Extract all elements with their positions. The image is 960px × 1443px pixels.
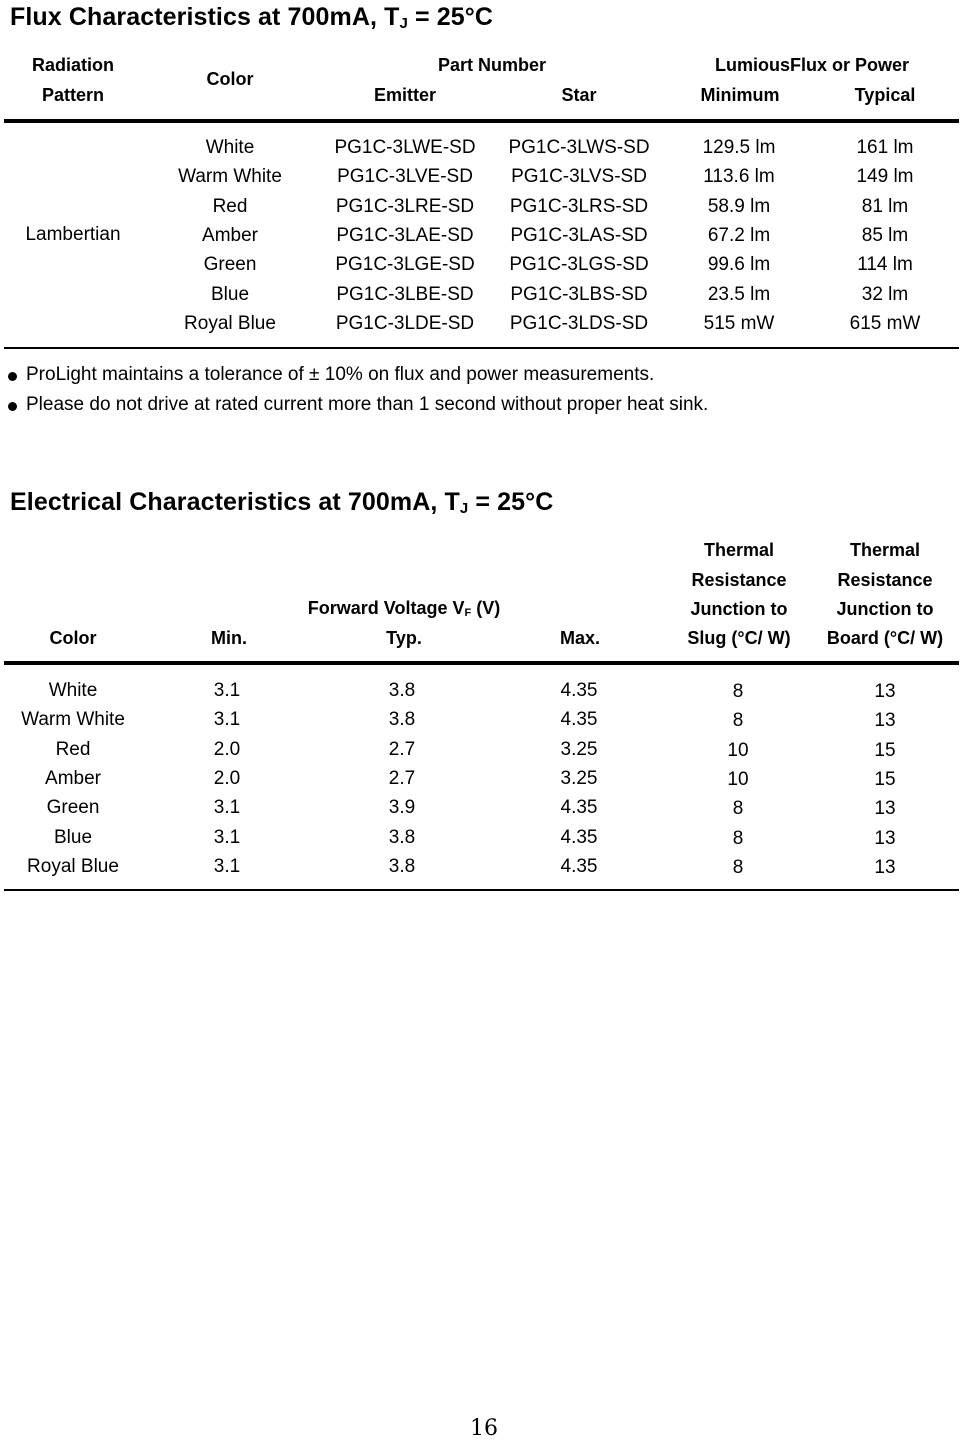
vf-typ-cell: 3.8 xyxy=(388,826,416,848)
header-flux-power: LumiousFlux or Power xyxy=(714,55,910,75)
header-slug-line4: Slug (°C/ W) xyxy=(687,628,791,648)
color-cell: Green xyxy=(46,797,100,819)
header-minimum: Minimum xyxy=(700,85,780,105)
thermal-slug-cell: 8 xyxy=(732,856,744,878)
vf-max-cell: 4.35 xyxy=(560,855,598,877)
vf-min-cell: 3.1 xyxy=(213,826,241,848)
flux-note: Please do not drive at rated current more than 1 second without proper heat sink. xyxy=(26,394,709,415)
emitter-part-cell: PG1C-3LGE-SD xyxy=(335,254,475,276)
flux-minimum-cell: 67.2 lm xyxy=(707,224,771,246)
color-cell: Red xyxy=(55,738,91,760)
header-slug-line2: Resistance xyxy=(691,570,787,590)
vf-typ-cell: 3.8 xyxy=(388,680,416,701)
header-radiation: Radiation xyxy=(31,55,115,75)
color-cell: White xyxy=(48,680,98,701)
emitter-part-cell: PG1C-3LDE-SD xyxy=(335,312,475,334)
flux-minimum-cell: 129.5 lm xyxy=(702,137,776,158)
page-number: 16 xyxy=(470,1416,498,1441)
star-part-cell: PG1C-3LVS-SD xyxy=(511,166,647,188)
header-board-line1: Thermal xyxy=(849,540,921,560)
vf-typ-cell: 3.9 xyxy=(388,797,416,819)
thermal-board-cell: 13 xyxy=(874,798,896,820)
star-part-cell: PG1C-3LAS-SD xyxy=(510,224,648,246)
flux-minimum-cell: 113.6 lm xyxy=(703,166,775,188)
electrical-header-rule xyxy=(4,661,959,665)
star-part-cell: PG1C-3LRS-SD xyxy=(509,195,649,217)
vf-max-cell: 4.35 xyxy=(560,709,598,731)
header-typ: Typ. xyxy=(386,628,422,648)
vf-max-cell: 4.35 xyxy=(560,680,598,701)
star-part-cell: PG1C-3LDS-SD xyxy=(509,312,649,334)
star-part-cell: PG1C-3LGS-SD xyxy=(509,254,649,276)
electrical-bottom-rule xyxy=(4,889,959,891)
flux-minimum-cell: 99.6 lm xyxy=(707,254,771,276)
flux-typical-cell: 615 mW xyxy=(849,312,921,334)
star-part-cell: PG1C-3LWS-SD xyxy=(508,137,650,158)
electrical-title: Electrical Characteristics at 700mA, $T_J = 25^\circ C$ xyxy=(10,488,554,517)
flux-note: ProLight maintains a tolerance of ± 10% on flux and power measurements. xyxy=(26,364,655,385)
flux-minimum-cell: 58.9 lm xyxy=(707,195,771,217)
vf-min-cell: 3.1 xyxy=(213,709,241,731)
flux-header-rule xyxy=(4,119,959,123)
thermal-board-cell: 13 xyxy=(874,856,896,878)
vf-min-cell: 2.0 xyxy=(213,738,241,760)
color-cell: Royal Blue xyxy=(27,855,119,877)
header-slug-line3: Junction to xyxy=(690,599,788,619)
flux-minimum-cell: 23.5 lm xyxy=(707,283,771,305)
thermal-board-cell: 15 xyxy=(874,768,896,790)
thermal-slug-cell: 10 xyxy=(727,739,749,761)
color-cell: Amber xyxy=(45,767,101,789)
vf-max-cell: 4.35 xyxy=(560,797,598,819)
flux-typical-cell: 161 lm xyxy=(856,137,914,158)
color-cell: Warm White xyxy=(178,166,282,188)
emitter-part-cell: PG1C-3LVE-SD xyxy=(337,166,473,188)
star-part-cell: PG1C-3LBS-SD xyxy=(510,283,648,305)
vf-max-cell: 4.35 xyxy=(560,826,598,848)
flux-typical-cell: 81 lm xyxy=(861,195,909,217)
thermal-slug-cell: 10 xyxy=(727,768,749,790)
flux-typical-cell: 149 lm xyxy=(856,166,914,188)
thermal-board-cell: 15 xyxy=(874,739,896,761)
bullet-icon xyxy=(8,372,17,381)
header-star: Star xyxy=(561,85,597,105)
color-cell: Amber xyxy=(202,224,258,246)
header-forward-voltage: Forward Voltage $V_F$ (V) xyxy=(307,598,501,619)
emitter-part-cell: PG1C-3LWE-SD xyxy=(334,137,476,158)
header-min: Min. xyxy=(211,628,247,648)
color-cell: Blue xyxy=(210,283,250,305)
vf-min-cell: 3.1 xyxy=(213,797,241,819)
vf-min-cell: 3.1 xyxy=(213,855,241,877)
vf-max-cell: 3.25 xyxy=(560,738,598,760)
color-cell: Royal Blue xyxy=(184,312,276,334)
color-cell: Green xyxy=(203,254,257,276)
header-slug-line1: Thermal xyxy=(703,540,775,560)
emitter-part-cell: PG1C-3LAE-SD xyxy=(336,224,474,246)
color-cell: White xyxy=(205,137,255,158)
flux-title: Flux Characteristics at 700mA, $T_J = 25^\circ C$ xyxy=(10,3,493,32)
header-color: Color xyxy=(206,69,254,89)
thermal-board-cell: 13 xyxy=(874,827,896,849)
header-typical: Typical xyxy=(854,85,916,105)
header-pattern: Pattern xyxy=(41,85,105,105)
header-board-line2: Resistance xyxy=(837,570,933,590)
vf-min-cell: 3.1 xyxy=(213,680,241,701)
bullet-icon xyxy=(8,402,17,411)
color-cell: Red xyxy=(212,195,248,217)
thermal-slug-cell: 8 xyxy=(732,710,744,732)
emitter-part-cell: PG1C-3LRE-SD xyxy=(335,195,475,217)
thermal-board-cell: 13 xyxy=(874,710,896,732)
flux-typical-cell: 114 lm xyxy=(857,254,913,276)
flux-typical-cell: 32 lm xyxy=(861,283,909,305)
header-color: Color xyxy=(49,628,97,648)
vf-typ-cell: 3.8 xyxy=(388,855,416,877)
header-max: Max. xyxy=(559,628,601,648)
emitter-part-cell: PG1C-3LBE-SD xyxy=(336,283,474,305)
thermal-slug-cell: 8 xyxy=(732,827,744,849)
header-part-number: Part Number xyxy=(437,55,547,75)
vf-min-cell: 2.0 xyxy=(213,767,241,789)
color-cell: Warm White xyxy=(21,709,125,731)
thermal-board-cell: 13 xyxy=(874,681,896,702)
flux-bottom-rule xyxy=(4,347,959,349)
vf-typ-cell: 3.8 xyxy=(388,709,416,731)
flux-minimum-cell: 515 mW xyxy=(703,312,775,334)
thermal-slug-cell: 8 xyxy=(732,681,744,702)
radiation-pattern-cell: Lambertian xyxy=(25,224,121,245)
vf-typ-cell: 2.7 xyxy=(388,738,416,760)
color-cell: Blue xyxy=(53,826,93,848)
thermal-slug-cell: 8 xyxy=(732,798,744,820)
header-board-line3: Junction to xyxy=(836,599,934,619)
header-board-line4: Board (°C/ W) xyxy=(826,628,944,648)
flux-typical-cell: 85 lm xyxy=(861,224,909,246)
vf-typ-cell: 2.7 xyxy=(388,767,416,789)
vf-max-cell: 3.25 xyxy=(560,767,598,789)
header-emitter: Emitter xyxy=(373,85,437,105)
